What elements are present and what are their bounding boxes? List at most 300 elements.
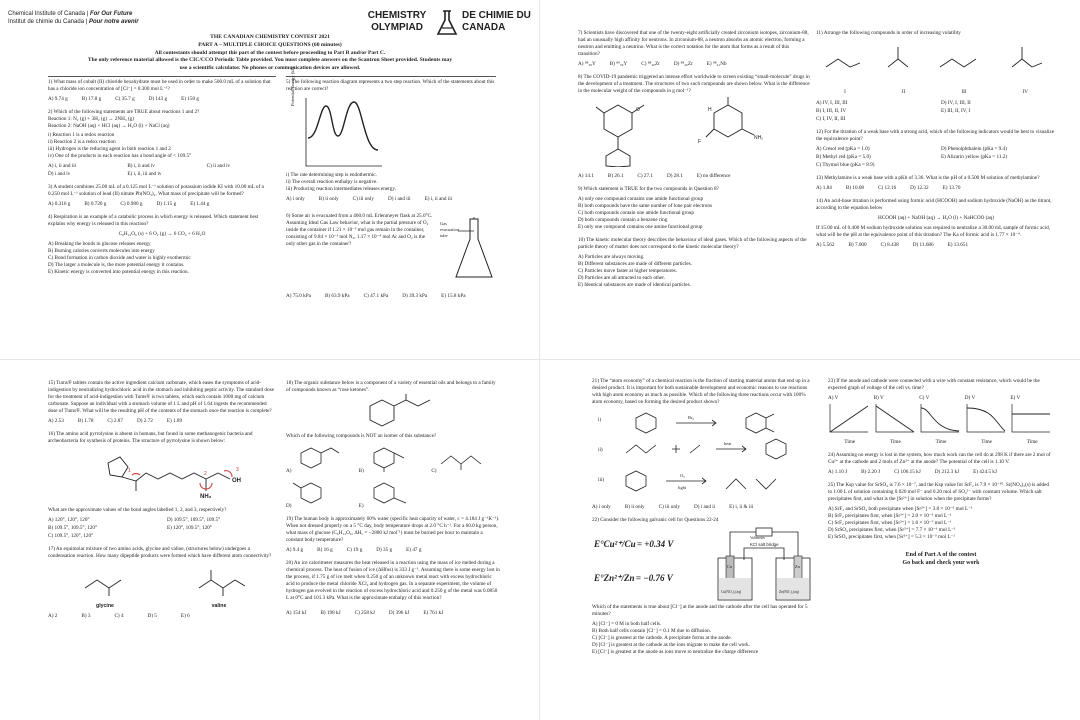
q19-text: 19) The human body is approximately 60% water (specific heat capacity of water, c = 4.184 J g⁻¹K⁻¹). When not dressed properly on a 5 °C day, body temperature drops at 2.0 °C h⁻¹. For a 60.0 kg person, what mass of glucose (C₆H₁₂O₆, ΔH꜀ = −2880 kJ mol⁻¹) must be burned per hour to maintain a constant body temperature?: [286, 516, 500, 544]
q2-statements: [48, 132, 276, 160]
q10-option-b[interactable]: B) Different substances are made of different particles.: [578, 261, 692, 268]
q4-option-c[interactable]: C) Bond formation in carbon dioxide and water is highly exothermic: [48, 255, 191, 262]
q13-option-b[interactable]: B) 10.08: [845, 184, 865, 191]
q8-molecule-structures-icon: [578, 95, 808, 167]
q2-statement: ii) Reaction 2 is a redox reaction: [48, 139, 116, 146]
page-3-left-column: [48, 380, 276, 714]
q7-option-e[interactable]: E) ⁸⁸₄₁Nb: [706, 61, 727, 68]
q14-options: [816, 242, 1056, 249]
q11-option-d[interactable]: D) IV, I, III, II: [941, 99, 971, 106]
q21-o3-label: O₃: [680, 473, 685, 479]
org-fr: Institut de chimie du Canada: [8, 19, 85, 26]
q17-amino-acid-figure: [48, 564, 276, 610]
q6-tube-label: Gas evacuation tube: [440, 221, 460, 238]
q22-option-c[interactable]: C) [Cl⁻] is greatest at the cathode. A precipitate forms at the anode.: [592, 635, 732, 642]
isomer-d-icon: [291, 479, 341, 507]
q21-reactions-icon: [616, 409, 806, 501]
q7-option-a[interactable]: A) ⁸⁸₃₉Y: [578, 61, 596, 68]
page-1-left-column: [48, 76, 276, 359]
q2-option-b[interactable]: B) i, ii and iv: [127, 163, 155, 170]
q8-option-b[interactable]: B) 26.1: [607, 173, 624, 180]
q2-option-d[interactable]: D) i and iv: [48, 171, 71, 178]
q22-salt-bridge-label: KCl salt bridge: [750, 542, 779, 548]
q22-cu-label: Cu: [727, 564, 733, 570]
question-12: [816, 129, 1056, 169]
q22-cu-solution-label: Cu(NO₃)₂(aq): [721, 590, 742, 595]
q13-options: [816, 185, 1056, 192]
q25-option-a[interactable]: A) SrF₂ and SrSO₄ both precipitate when [Sr²⁺] = 3.8 × 10⁻⁶ mol L⁻¹: [828, 506, 973, 513]
q22-text-2: Which of the statements is true about [Cl⁻] at the anode and the cathode after the cell has operated for 5 minutes?: [592, 604, 808, 618]
question-8: [578, 74, 810, 180]
q11-option-b[interactable]: B) I, III, II, IV: [816, 107, 847, 114]
q18-option-c[interactable]: [431, 444, 500, 475]
q14-text-2: If 15.00 mL of 0.400 M sodium hydroxide solution was required to neutralize a 30.00 mL sample of formic acid, what will be the pH at the equivalence point of this titration? The Ka of formic acid is 1.77 × 10⁻⁴.: [816, 224, 1051, 238]
tagline-fr: Pour notre avenir: [88, 19, 139, 26]
end-of-part-a: [828, 551, 1054, 567]
glycine-structure-icon: [75, 564, 135, 600]
q6-option-e[interactable]: E) 15.8 kPa: [441, 293, 466, 300]
question-10: [578, 237, 810, 289]
page-1-right-column: [286, 67, 496, 359]
title-line-3: All contestants should attempt this part of the contest before proceeding to Part B and/or Part C.: [154, 49, 386, 56]
q22-zn-label: Zn: [795, 564, 800, 570]
q25-options: [828, 506, 1054, 541]
q12-option-b[interactable]: B) Methyl red (pKa = 5.0): [816, 153, 871, 160]
q25-option-b[interactable]: B) SrF₂ precipitates first, when [Sr²⁺] = 2.0 × 10⁻⁶ mol L⁻¹: [828, 513, 952, 520]
q22-option-e[interactable]: E) [Cl⁻] is greatest at the anode as ions move to neutralize the charge difference: [592, 649, 759, 656]
q23-option-label: A) V: [828, 395, 839, 402]
q13-option-a[interactable]: A) 1.84: [816, 184, 832, 191]
q5-statement: iii) Producing reaction intermediates releases energy.: [286, 186, 396, 193]
q8-text: 8) The COVID-19 pandemic triggered an intense effort worldwide to screen existing “small-molecule” drugs in the development of a treatment. The structures of two such compounds are shown below. What is the difference in the molecular weight of the compounds in g mol⁻¹?: [578, 74, 810, 95]
q22-option-a[interactable]: A) [Cl⁻] = 0 M in both half cells.: [592, 621, 662, 628]
q7-option-c[interactable]: C) ⁸⁸₄₀Zr: [641, 61, 660, 68]
q5-option-c[interactable]: C) iii only: [352, 196, 374, 203]
svg-text:3: 3: [236, 467, 239, 474]
q13-option-c[interactable]: C) 12.16: [878, 184, 897, 191]
q21-light-label: light: [678, 485, 687, 491]
q6-flask-figure: [440, 213, 496, 283]
question-18: [286, 380, 500, 510]
q4-option-a[interactable]: A) Breaking the bonds in glucose releases energy: [48, 241, 151, 248]
q17-option-b[interactable]: B) 3: [81, 613, 91, 620]
q23-option-e[interactable]: [1010, 395, 1054, 446]
q22-option-d[interactable]: D) [Cl⁻] is greatest at the cathode as the ions migrate to make the cell work.: [592, 642, 751, 649]
q4-equation: C₆H₁₂O₆ (s) + 6 O₂ (g) → 6 CO₂ + 6 H₂O: [118, 231, 206, 238]
question-16: [48, 431, 276, 540]
q1-option-b[interactable]: B) 17.8 g: [81, 96, 102, 103]
q15-option-d[interactable]: D) 2.72: [136, 418, 153, 425]
q12-text: 12) For the titration of a weak base with a strong acid, which of the following indicators would be best to visualize the equivalence point?: [816, 128, 1054, 142]
q18-text-2: Which of the following compounds is NOT an isomer of this substance?: [286, 433, 437, 440]
q10-option-d[interactable]: D) Particles are all attracted to each other.: [578, 275, 665, 282]
voltage-graph-d-icon: [965, 402, 1007, 436]
q4-option-b[interactable]: B) Burning calories converts molecules into energy: [48, 248, 155, 255]
page-4: [540, 360, 1080, 720]
q22-cu-potential-value: = +0.34 V: [636, 539, 674, 550]
q6-options: [286, 293, 496, 300]
q21-option-c[interactable]: C) iii only: [658, 504, 680, 511]
q9-option-c[interactable]: C) both compounds contain one amide functional group: [578, 210, 694, 217]
q23-time-axis-label: Time: [844, 439, 856, 446]
question-15: [48, 380, 276, 425]
question-22: [592, 517, 816, 656]
q15-option-a[interactable]: A) 2.53: [48, 418, 64, 425]
q18-option-e[interactable]: [359, 479, 428, 510]
q9-option-a[interactable]: A) only one compound contains one amide functional group: [578, 196, 704, 203]
q22-galvanic-cell-figure: [592, 526, 816, 604]
q5-option-a[interactable]: A) i only: [286, 196, 305, 203]
q5-option-e[interactable]: E) i, ii and iii: [424, 196, 453, 203]
q17-option-c[interactable]: C) 4: [114, 613, 124, 620]
q18-option-a[interactable]: [286, 444, 355, 475]
q10-option-e[interactable]: E) Identical substances are made of identical particles.: [578, 282, 691, 289]
q16-oh-label: OH: [232, 478, 241, 485]
q19-option-d[interactable]: D) 35 g: [376, 547, 393, 554]
q8-option-c[interactable]: C) 27.1: [637, 173, 653, 180]
q19-option-a[interactable]: A) 9.4 g: [286, 547, 304, 554]
q7-option-b[interactable]: B) ⁸⁹₃₉Y: [609, 61, 628, 68]
q9-option-e[interactable]: E) only one compound contains one amine functional group: [578, 224, 703, 231]
q5-option-d[interactable]: D) i and iii: [387, 196, 411, 203]
q4-text: 4) Respiration is an example of a catabolic process in which energy is released. Which statement best explains why energy is released in this reaction?: [48, 214, 259, 228]
q14-option-d[interactable]: D) 11.686: [912, 242, 934, 249]
q21-reaction-label: i): [598, 417, 602, 424]
q5-statement: ii) The overall reaction enthalpy is negative.: [286, 179, 378, 186]
q24-option-c[interactable]: C) 106.15 kJ: [894, 469, 921, 476]
q21-reaction-label: ii): [598, 447, 603, 454]
q16-option-c[interactable]: C) 109.5°, 120°, 120°: [48, 533, 94, 540]
q21-heat-label: heat: [724, 441, 732, 447]
q18-option-label: B): [358, 468, 364, 475]
q10-options: [578, 254, 810, 289]
q12-option-a[interactable]: A) Cresol red (pKa = 1.0): [816, 145, 870, 152]
q23-option-d[interactable]: [965, 395, 1009, 446]
q12-option-c[interactable]: C) Thymol blue (pKa = 8.9): [816, 161, 875, 168]
isomer-c-icon: [437, 444, 487, 472]
question-5: [286, 67, 496, 203]
q2-option-a[interactable]: A) i, ii and iii: [48, 163, 77, 170]
q17-option-e[interactable]: E) 6: [180, 613, 190, 620]
title-line-4: The only reference material allowed is the CIC/CCO Periodic Table provided. You must complete answers on the Scantron Sheet provided. Students may use a scientific calculator. No phones or communication devices are allowed.: [87, 57, 453, 72]
q10-option-a[interactable]: A) Particles are always moving.: [578, 254, 645, 261]
q23-time-axis-label: Time: [890, 439, 901, 446]
q15-option-e[interactable]: E) 1.89: [166, 418, 183, 425]
horizontal-divider: [0, 359, 1080, 360]
q24-option-b[interactable]: B) 2.20 J: [861, 469, 881, 476]
q11-labels: [816, 90, 1056, 97]
q23-time-axis-label: Time: [935, 439, 947, 446]
q21-options: [592, 504, 816, 511]
q11-option-e[interactable]: E) III, II, IV, I: [941, 107, 971, 114]
logo-fr: DE CHIMIE DU CANADA: [462, 10, 531, 33]
q21-text: 21) The “atom economy” of a chemical reaction is the fraction of starting material atoms that end up in a desired product. It is important for both sustainable development and economic reasons to use reactions with high atom economy as much as possible. Which of the following three reactions occur with 100% atom economy, based on forming the desired product shown?: [592, 378, 810, 406]
q3-text: 3) A student combines 25.00 mL of a 0.125 mol L⁻¹ solution of potassium iodide KI with 10.00 mL of a 0.250 mol L⁻¹ solution of lead (II) nitrate Pb(NO₃)₂. What mass of precipitate will be formed?: [48, 184, 264, 198]
q11-text: 11) Arrange the following compounds in order of increasing volatility: [816, 30, 961, 36]
q3-options: [48, 201, 276, 208]
end-line-2: Go back and check your work: [902, 560, 980, 567]
page-4-right-column: [828, 378, 1054, 714]
q25-text: 25) The Ksp value for SrSO₄ is 7.6 × 10⁻⁷, and the Ksp value for SrF₂ is 7.9 × 10⁻¹⁰. Sr(NO₃)₂(s) is added to 1.00 L of solution containing 0.020 mol F⁻ and 0.20 mol of SO₄²⁻ with constant volume. Which salt precipitates first, and what is the [Sr²⁺] in solution when the precipitate forms?: [828, 482, 1050, 503]
q17-option-d[interactable]: D) 5: [147, 613, 157, 620]
q2-option-e[interactable]: E) i, ii, iii and iv: [127, 171, 162, 178]
q22-zn-potential: [594, 572, 673, 584]
q20-option-c[interactable]: C) 258 kJ: [354, 610, 375, 617]
q22-cu-potential-label: E°Cu²⁺/Cu: [594, 539, 636, 550]
q22-option-b[interactable]: B) Both half cells contain [Cl⁻] = 0.1 M due to diffusion.: [592, 628, 711, 635]
q3-option-a[interactable]: A) 0.316 g: [48, 201, 71, 208]
q3-option-d[interactable]: D) 1.15 g: [156, 201, 177, 208]
page-3-right-column: [286, 380, 500, 714]
q23-option-label: D) V: [964, 395, 976, 402]
erlenmeyer-flask-icon: [454, 217, 494, 281]
q24-options: [828, 469, 1054, 476]
q18-option-label: C): [431, 468, 437, 475]
page-3: [0, 360, 540, 720]
q23-graph-options: [828, 395, 1054, 446]
valine-label: valine: [211, 603, 227, 610]
q16-text-2: What are the approximate values of the bond angles labelled 1, 2, and 3, respectively?: [48, 507, 227, 514]
q16-option-a[interactable]: A) 120°, 120°, 120°: [48, 517, 90, 524]
q1-option-c[interactable]: C) 35.7 g: [115, 96, 135, 103]
q22-zn-solution-label: Zn(NO₃)₂(aq): [779, 590, 799, 595]
q21-option-b[interactable]: B) ii only: [624, 504, 645, 511]
q11-compound-structures-icon: [816, 37, 1054, 87]
q16-text: 16) The amino acid pyrrolysine is absent in humans, but found in some methanogenic bacteria and archeobacteria for synthesis of proteins. The structure of pyrrolysine is shown below:: [48, 431, 253, 445]
q23-option-label: C) V: [919, 395, 930, 402]
title-line-1: THE CANADIAN CHEMISTRY CONTEST 2021: [210, 34, 330, 40]
q15-option-b[interactable]: B) 1.78: [77, 418, 94, 425]
q16-options: [48, 517, 276, 540]
glycine-label: glycine: [96, 603, 114, 610]
question-11: [816, 30, 1056, 123]
q22-options: [592, 621, 816, 656]
q10-option-c[interactable]: C) Particles move faster at higher temperatures.: [578, 268, 677, 275]
q4-option-e[interactable]: E) Kinetic energy is converted into potential energy in this reaction.: [48, 269, 189, 276]
q14-option-b[interactable]: B) 7.000: [848, 242, 867, 249]
q18-option-label: A): [286, 468, 292, 475]
q7-options: [578, 61, 810, 68]
question-6: [286, 213, 496, 300]
question-20: [286, 560, 500, 617]
q4-option-d[interactable]: D) The larger a molecule is, the more potential energy it contains.: [48, 262, 185, 269]
q21-option-e[interactable]: E) i, ii & iii: [729, 504, 754, 511]
question-4: [48, 214, 276, 276]
q5-options: [286, 196, 496, 203]
q22-zn-potential-label: E°Zn²⁺/Zn: [594, 573, 635, 584]
svg-text:O: O: [636, 107, 640, 114]
q17-text: 17) An equimolar mixture of two amino acids, glycine and valine, (structures below) undergoes a condensation reaction. How many dipeptide products were formed which have different atom connectivity?: [48, 546, 272, 560]
q15-option-c[interactable]: C) 2.87: [107, 418, 123, 425]
org-en: Chemical Institute of Canada: [8, 11, 86, 17]
q22-zn-potential-value: = −0.76 V: [635, 573, 673, 584]
q23-option-label: B) V: [873, 395, 884, 402]
q19-option-b[interactable]: B) 16 g: [317, 547, 333, 554]
q11-label: III: [961, 90, 967, 96]
q18-options: [286, 444, 500, 510]
question-19: [286, 516, 500, 554]
question-25: [828, 482, 1054, 541]
page-2-right-column: [816, 30, 1056, 350]
q6-option-c[interactable]: C) 47.1 kPa: [363, 293, 389, 300]
q1-option-d[interactable]: D) 143 g: [148, 96, 168, 103]
q16-pyrrolysine-figure: [48, 445, 276, 507]
q5-option-b[interactable]: B) ii only: [318, 196, 339, 203]
q19-option-e[interactable]: E) 47 g: [406, 547, 422, 554]
question-9: [578, 186, 810, 231]
question-1: [48, 79, 276, 103]
q14-text: 14) An acid-base titration is performed using formic acid (HCOOH) and sodium hydroxide (NaOH) as the titrant, according to the equation below: [816, 197, 1052, 211]
q8-option-e[interactable]: E) no difference: [696, 173, 731, 180]
q20-options: [286, 610, 500, 617]
question-2: [48, 109, 276, 178]
q24-text: 24) Assuming no energy is lost in the system, how much work can the cell do at 298 K if there are 2 mol of Cu²⁺ at the cathode and 2 mols of Zn²⁺ at the anode? The potential of the cell is 1.10 V.: [828, 452, 1051, 466]
q2-statement: iv) One of the products in each reaction has a bond angle of < 109.5°: [48, 153, 192, 160]
q11-label: IV: [1022, 90, 1028, 96]
q13-option-d[interactable]: D) 12.32: [910, 184, 929, 191]
svg-text:H: H: [708, 107, 712, 114]
contest-title: [85, 34, 455, 73]
q20-option-e[interactable]: E) 761 kJ: [423, 610, 444, 617]
q23-time-axis-label: Time: [1026, 439, 1038, 446]
q18-option-b[interactable]: [359, 444, 428, 475]
q3-option-e[interactable]: E) 1.44 g: [190, 201, 210, 208]
q5-statement: i) The rate determining step is endothermic.: [286, 172, 377, 179]
q15-text: 15) Tums® tablets contain the active ingredient calcium carbonate, which eases the symptoms of acid-indigestion by neutralizing hydrochloric acid in the stomach and inhibiting peptic activity. The standard dose for the treatment of acid-indigestion with Tums® is two tablets, which each contain 1000 mg of calcium carbonate. Suppose an individual with a stomach volume of 1 L and pH of 1.64 ingests the recommended dose of Tums®. What will be the resulting pH of the contents of the stomach once the reaction is complete?: [48, 380, 274, 415]
q11-label: II: [901, 90, 906, 96]
q13-option-e[interactable]: E) 13.70: [942, 184, 961, 191]
valine-structure-icon: [189, 564, 249, 600]
galvanic-cell-diagram: [712, 526, 816, 604]
q9-text: 9) Which statement is TRUE for the two compounds in Question 8?: [578, 186, 719, 193]
q9-options: [578, 196, 810, 231]
question-17: [48, 546, 276, 620]
q25-option-e[interactable]: E) SrSO₄ precipitates first, when [Sr²⁺] = 5.3 × 10⁻⁵ mol L⁻¹: [828, 534, 955, 541]
q23-option-c[interactable]: [919, 395, 963, 446]
question-13: [816, 175, 1056, 192]
q9-option-d[interactable]: D) both compounds contain a benzene ring: [578, 217, 668, 224]
q12-options: [816, 146, 1056, 169]
q16-nh2-label: NH₂: [200, 494, 212, 501]
q22-cu-potential: [594, 538, 673, 550]
question-24: [828, 452, 1054, 476]
q6-option-a[interactable]: A) 75.0 kPa: [286, 293, 311, 300]
q1-option-a[interactable]: A) 9.74 g: [48, 96, 68, 103]
q21-option-d[interactable]: D) i and ii: [693, 504, 716, 511]
svg-text:2: 2: [204, 471, 207, 478]
question-7: [578, 30, 810, 68]
q23-option-b[interactable]: [874, 395, 918, 446]
q11-option-c[interactable]: C) I, IV, II, III: [816, 115, 846, 122]
q15-options: [48, 418, 276, 425]
q1-text: 1) What mass of cobalt (II) chloride hexahydrate must be used in order to make 500.0 mL of a solution that has a chloride ion concentration of [Cl⁻] = 0.300 mol L⁻¹?: [48, 79, 271, 93]
tagline-en: For Our Future: [89, 11, 133, 17]
page-4-left-column: [592, 378, 816, 714]
q24-option-a[interactable]: A) 1.10 J: [828, 469, 848, 476]
q2-reaction-2: Reaction 2: NaOH (aq) + HCl (aq) → H₂O (l) + NaCl (aq): [48, 123, 170, 130]
logo-en: CHEMISTRY OLYMPIAD: [367, 10, 427, 33]
q19-options: [286, 547, 500, 554]
svg-text:NH₂: NH₂: [754, 135, 764, 142]
q17-options: [48, 613, 276, 620]
page-2-left-column: [578, 30, 810, 350]
cic-header: Chemical Institute of Canada | For Our Future Institut de chimie du Canada | Pour notre avenir: [8, 11, 139, 26]
q20-option-a[interactable]: A) 154 kJ: [286, 610, 307, 617]
q11-options: [816, 100, 1056, 123]
q6-option-b[interactable]: B) 63.9 kPa: [324, 293, 350, 300]
q9-option-b[interactable]: B) both compounds have the same number of lone pair electrons: [578, 203, 712, 210]
q4-options: [48, 241, 276, 276]
q2-reaction-1: Reaction 1: N₂ (g) + 3H₂ (g) → 2NH₃ (g): [48, 116, 135, 123]
q11-option-a[interactable]: A) IV, I, III, III: [816, 99, 848, 106]
q1-option-e[interactable]: E) 150 g: [181, 96, 199, 103]
q7-text: 7) Scientists have discovered that one of the twenty-eight artificially created zirconium isotopes, zirconium-88, had an unusually high affinity for neutrons. In zirconium-88, a neutron absorbs an atomic electron, forming a neutron and emitting a neutrino. What is the correct notation for the atom that forms as a result of this transition?: [578, 30, 809, 58]
voltage-graph-e-icon: [1010, 402, 1052, 436]
q20-option-d[interactable]: D) 396 kJ: [388, 610, 410, 617]
q12-option-e[interactable]: E) Alizarin yellow (pKa = 11.2): [941, 153, 1008, 160]
title-line-2: PART A – MULTIPLE CHOICE QUESTIONS (60 minutes): [198, 41, 342, 48]
q7-option-d[interactable]: D) ⁸⁸₄₀Zr: [673, 61, 693, 68]
q8-options: [578, 173, 810, 180]
question-23: [828, 378, 1054, 446]
q16-option-b[interactable]: B) 109.5°, 109.5°, 120°: [48, 525, 98, 532]
q18-option-d[interactable]: [286, 479, 355, 510]
voltage-graph-c-icon: [919, 402, 961, 436]
q17-option-a[interactable]: A) 2: [48, 613, 58, 620]
page-1: [0, 0, 540, 360]
pyrrolysine-structure-icon: [48, 445, 268, 505]
q14-option-e[interactable]: E) 13.651: [947, 242, 969, 249]
q14-option-a[interactable]: A) 5.562: [816, 242, 835, 249]
q8-option-a[interactable]: A) 14.1: [578, 173, 594, 180]
q18-option-label: E): [358, 503, 364, 510]
q2-statement: i) Reaction 1 is a redox reaction: [48, 132, 115, 139]
q3-option-b[interactable]: B) 0.720 g: [84, 201, 107, 208]
q18-option-label: D): [286, 503, 292, 510]
q14-option-c[interactable]: C) 8.438: [880, 242, 899, 249]
q2-option-c[interactable]: C) ii and iv: [206, 163, 231, 170]
q5-y-axis-label: Potential Energy (kJ): [290, 67, 295, 107]
q21-br2-label: Br₂: [688, 415, 694, 421]
q20-option-b[interactable]: B) 198 kJ: [320, 610, 341, 617]
isomer-e-icon: [364, 479, 414, 507]
q10-text: 10) The kinetic molecular theory describes the behaviour of ideal gases. Which of the following aspects of the particle theory of matter does not correspond to the kinetic molecular theory?: [578, 237, 807, 251]
q16-option-d[interactable]: D) 109.5°, 109.5°, 109.5°: [167, 517, 221, 524]
question-3: [48, 184, 276, 208]
q3-option-c[interactable]: C) 0.980 g: [120, 201, 143, 208]
q5-text: 5) The following reaction diagram represents a two step reaction. Which of the statements about this reaction are correct?: [286, 79, 495, 93]
q16-option-e[interactable]: E) 120°, 109.5°, 120°: [167, 525, 212, 532]
q21-reactions-figure: [592, 409, 816, 501]
question-14: [816, 198, 1056, 249]
q24-option-d[interactable]: D) 212.3 kJ: [934, 469, 960, 476]
q23-option-a[interactable]: [828, 395, 872, 446]
q6-option-d[interactable]: D) 39.3 kPa: [402, 293, 428, 300]
q21-option-a[interactable]: A) i only: [592, 504, 611, 511]
q12-option-d[interactable]: D) Phenolphthalein (pKa = 9.4): [941, 145, 1007, 152]
q1-options: [48, 96, 276, 103]
q19-option-c[interactable]: C) 19 g: [346, 547, 363, 554]
q25-option-d[interactable]: D) SrSO₄ precipitates first, when [Sr²⁺] = 7.7 × 10⁻⁶ mol L⁻¹: [828, 527, 956, 534]
q20-text: 20) An ice calorimeter measures the heat released in a reaction using the mass of ice melted during a chemical process. The heat of fusion of ice (ΔHfus) is 333 J g⁻¹. Assuming there is some energy lost in the process, if 1.75 g of ice melt when 0.250 g of an unknown metal react with excess hydrochloric acid to produce the metal chloride XCl₂ and hydrogen gas. In a separate experiment, the volume of hydrogen gas evolved in the reaction of excess hydrochloric acid and 0.250 g of the metal was 0.0850 L at 0°C and 101.3 kPa. What is the approximate enthalpy of this reaction?: [286, 560, 500, 602]
q14-equation: HCOOH (aq) + NaOH (aq) → H₂O (l) + NaHCOO (aq): [878, 214, 994, 221]
voltage-graph-a-icon: [828, 402, 870, 436]
q8-option-d[interactable]: D) 28.1: [666, 173, 683, 180]
q25-option-c[interactable]: C) SrF₂ precipitates first, when [Sr²⁺] = 1.6 × 10⁻⁷ mol L⁻¹: [828, 520, 952, 527]
q6-text: 6) Some air is evacuated from a 400.0 mL Erlenmeyer flask at 25.0°C. Assuming Ideal Gas Law behavior, what is the partial pressure of O₂ inside the container if 1.21 × 10⁻³ mol gas remain in the container, consisting of 9.84 × 10⁻³ mol N₂, 1.17 × 10⁻⁴ mol Ar and O₂ is the only other gas in the container?: [286, 213, 433, 248]
q21-reaction-label: iii): [598, 477, 605, 484]
q24-option-e[interactable]: E) 424.5 kJ: [973, 469, 997, 476]
